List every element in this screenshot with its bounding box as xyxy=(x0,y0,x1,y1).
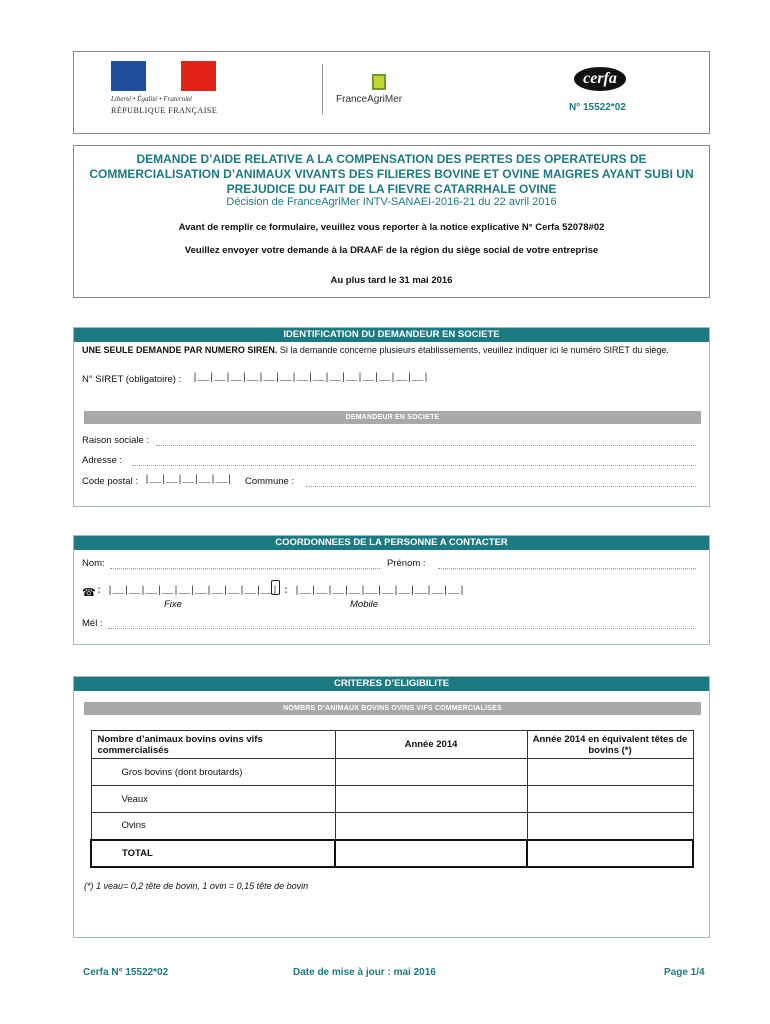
cell-veaux-equiv[interactable] xyxy=(527,786,693,813)
republique-francaise-logo xyxy=(111,61,216,91)
header-box xyxy=(73,51,710,134)
criteres-table xyxy=(90,730,694,868)
prenom-label: Prénom : xyxy=(387,558,426,569)
criteres-header: CRITERES D’ELIGIBILITE xyxy=(74,677,709,691)
siret-label: N° SIRET (obligatoire) : xyxy=(82,374,182,385)
siret-input[interactable]: |__|__|__|__|__|__|__|__|__|__|__|__|__|__| xyxy=(192,373,429,384)
cell-total-2014[interactable] xyxy=(335,840,527,867)
cell-ovins-equiv[interactable] xyxy=(527,813,693,840)
intro-text: Si la demande concerne plusieurs établissements, veuillez indiquer ici le numéro SIRET du siège. xyxy=(277,345,669,355)
col-header-animals: Nombre d’animaux bovins ovins vifs commercialisés xyxy=(91,731,335,759)
demandeur-subheader: DEMANDEUR EN SOCIETE xyxy=(84,411,701,424)
phone-icon: ☎ xyxy=(82,587,96,599)
form-title: DEMANDE D’AIDE RELATIVE A LA COMPENSATION DES PERTES DES OPERATEURS DE COMMERCIALISATION D’ANIMAUX VIVANTS DES FILIERES BOVINE ET OVINE MAIGRES AYANT SUBI UN PREJUDICE DU FAIT DE LA FIEVRE CATARRHALE OVINE xyxy=(89,152,694,196)
table-row xyxy=(91,813,693,840)
adresse-field[interactable] xyxy=(132,465,696,466)
mel-label: Mél : xyxy=(82,618,103,629)
mobile-label: Mobile xyxy=(350,599,378,610)
republique-label: RÉPUBLIQUE FRANÇAISE xyxy=(111,106,218,115)
commune-label: Commune : xyxy=(245,476,295,487)
mobile-input[interactable]: : |__|__|__|__|__|__|__|__|__|__| xyxy=(283,586,465,597)
deadline: Au plus tard le 31 mai 2016 xyxy=(330,275,453,286)
cell-veaux-2014[interactable] xyxy=(335,786,527,813)
identification-intro xyxy=(82,344,702,356)
contact-section xyxy=(73,535,710,645)
table-row-total xyxy=(91,840,693,867)
franceagrimer-logo-icon xyxy=(372,74,386,90)
cell-gros-bovins-equiv[interactable] xyxy=(527,759,693,786)
cerfa-number: N° 15522*02 xyxy=(569,102,626,113)
send-instruction: Veuillez envoyer votre demande à la DRAAF de la région du siège social de votre entreprise xyxy=(184,245,599,256)
mobile-icon xyxy=(271,580,280,595)
identification-header: IDENTIFICATION DU DEMANDEUR EN SOCIETE xyxy=(74,328,709,342)
table-row xyxy=(91,786,693,813)
notice-instruction: Avant de remplir ce formulaire, veuillez vous reporter à la notice explicative N° Cerfa 52078#02 xyxy=(178,222,605,233)
identification-section xyxy=(73,327,710,507)
criteres-note: (*) 1 veau= 0,2 tête de bovin, 1 ovin = 0,15 tête de bovin xyxy=(84,881,309,891)
fixe-label: Fixe xyxy=(164,599,182,610)
contact-header: COORDONNEES DE LA PERSONNE A CONTACTER xyxy=(74,536,709,550)
footer-page: Page 1/4 xyxy=(664,967,705,978)
title-box xyxy=(73,145,710,298)
row-label-total: TOTAL xyxy=(91,840,335,867)
nom-field[interactable] xyxy=(110,568,380,569)
raison-sociale-field[interactable] xyxy=(156,445,696,446)
cell-ovins-2014[interactable] xyxy=(335,813,527,840)
intro-bold: UNE SEULE DEMANDE PAR NUMERO SIREN. xyxy=(82,345,278,355)
header-divider xyxy=(322,64,323,114)
row-label-ovins: Ovins xyxy=(91,813,335,840)
footer-date: Date de mise à jour : mai 2016 xyxy=(293,967,436,978)
code-postal-label: Code postal : xyxy=(82,476,138,487)
decision-reference: Décision de FranceAgriMer INTV-SANAEI-2016-21 du 22 avril 2016 xyxy=(226,196,557,208)
footer-cerfa: Cerfa N° 15522*02 xyxy=(83,967,169,978)
row-label-gros-bovins: Gros bovins (dont broutards) xyxy=(91,759,335,786)
row-label-veaux: Veaux xyxy=(91,786,335,813)
table-row xyxy=(91,759,693,786)
col-header-annee: Année 2014 xyxy=(335,731,527,759)
cell-gros-bovins-2014[interactable] xyxy=(335,759,527,786)
commune-field[interactable] xyxy=(306,486,696,487)
code-postal-input[interactable]: |__|__|__|__|__| xyxy=(144,475,233,486)
phone-input[interactable]: : |__|__|__|__|__|__|__|__|__|__| xyxy=(96,586,278,597)
cell-total-equiv[interactable] xyxy=(527,840,693,867)
nom-label: Nom: xyxy=(82,558,105,569)
raison-sociale-label: Raison sociale : xyxy=(82,435,150,446)
cerfa-logo: cerfa xyxy=(574,67,626,91)
adresse-label: Adresse : xyxy=(82,455,123,466)
flag-motto: Liberté • Égalité • Fraternité xyxy=(111,95,193,103)
mel-field[interactable] xyxy=(108,628,696,629)
col-header-equivalent: Année 2014 en équivalent têtes de bovins (*) xyxy=(527,731,693,759)
table-header-row xyxy=(91,731,693,759)
prenom-field[interactable] xyxy=(438,568,696,569)
agency-name: FranceAgriMer xyxy=(336,94,403,105)
criteres-subheader: NOMBRE D’ANIMAUX BOVINS OVINS VIFS COMMERCIALISES xyxy=(84,702,701,715)
